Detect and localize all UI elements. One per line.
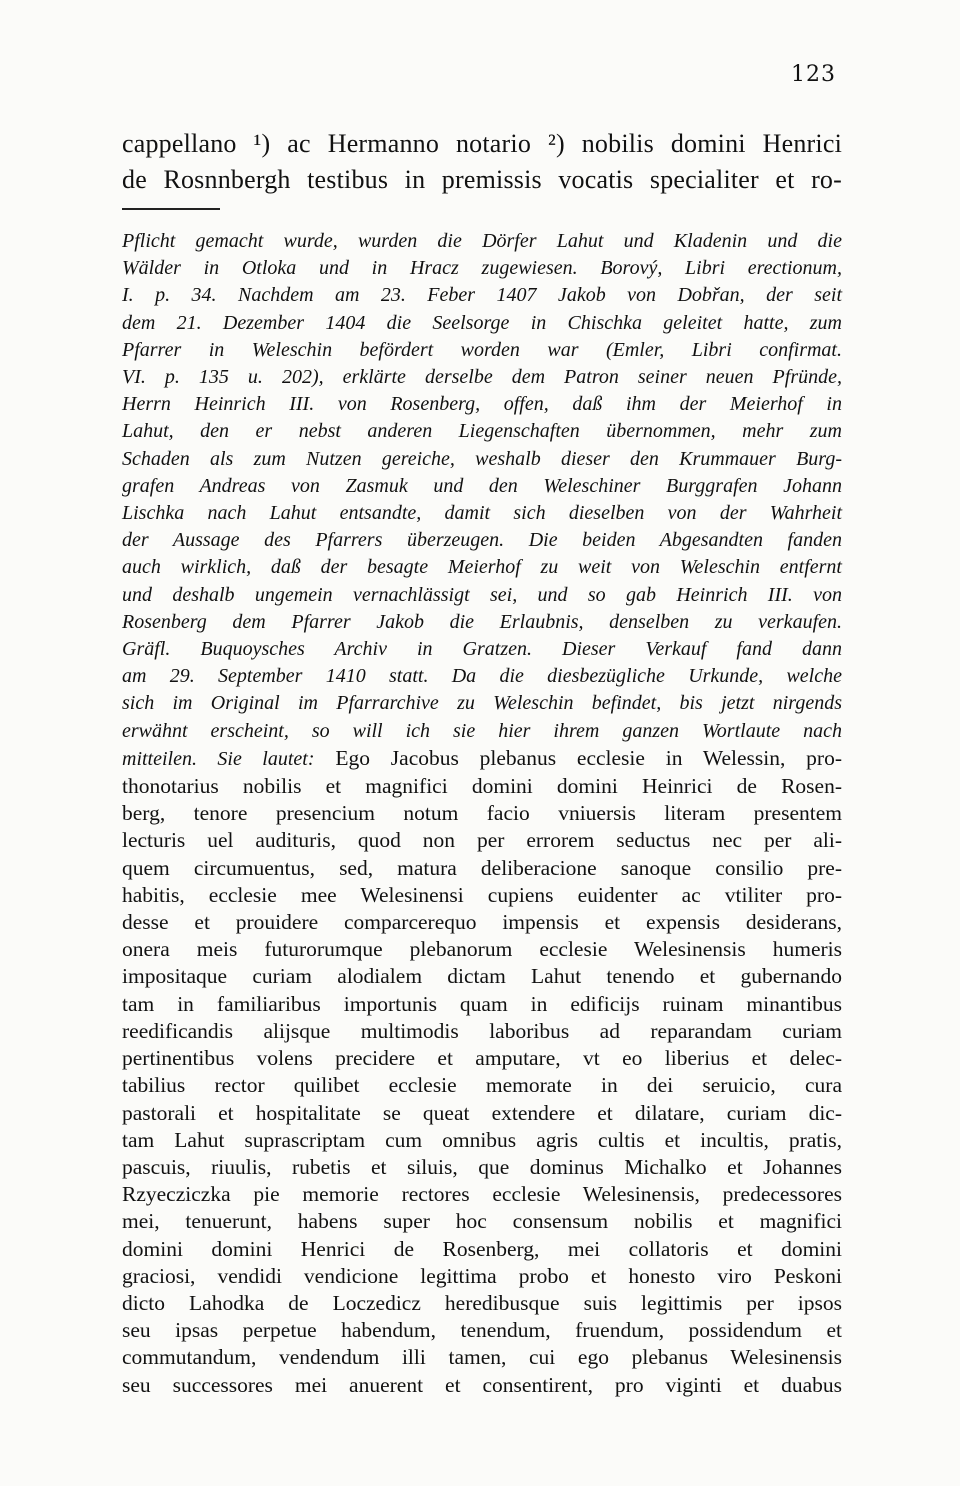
latin-line: dicto Lahodka de Loczedicz heredibusque suis legittimis per ipsos: [122, 1290, 842, 1315]
latin-line: habitis, ecclesie mee Welesinensi cupiens euidenter ac vtiliter pro-: [122, 882, 842, 907]
latin-line: impositaque curiam alodialem dictam Lahut tenendo et gubernando: [122, 964, 842, 989]
footnote-line: erwähnt erscheint, so will ich sie hier ihrem ganzen Wortlaute nach: [122, 719, 842, 742]
footnote-line: grafen Andreas von Zasmuk und den Weleschiner Burggrafen Johann: [122, 474, 842, 497]
latin-line: mei, tenuerunt, habens super hoc consensum nobilis et magnifici: [122, 1209, 842, 1234]
footnote-line: am 29. September 1410 statt. Da die diesbezügliche Urkunde, welche: [122, 665, 842, 688]
german-intro-text: mitteilen. Sie lautet:: [122, 747, 315, 770]
footnote-line: und deshalb ungemein vernachlässigt sei, und so gab Heinrich III. von: [122, 583, 842, 606]
footnote-line: I. p. 34. Nachdem am 23. Feber 1407 Jakob von Dobřan, der seit: [122, 284, 842, 307]
footnote-line: Lahut, den er nebst anderen Liegenschaften übernommen, mehr zum: [122, 420, 842, 443]
latin-line: tabilius rector quilibet ecclesie memorate in dei seruicio, cura: [122, 1073, 842, 1098]
latin-line: berg, tenore presencium notum facio vniuersis literam presentem: [122, 801, 842, 826]
latin-line: pertinentibus volens precidere et amputare, vt eo liberius et delec-: [122, 1046, 842, 1071]
latin-line: commutandum, vendendum illi tamen, cui ego plebanus Welesinensis: [122, 1345, 842, 1370]
footnote-line: VI. p. 135 u. 202), erklärte derselbe dem Patron seiner neuen Pfründe,: [122, 366, 842, 389]
footnote-line: Rosenberg dem Pfarrer Jakob die Erlaubnis, denselben zu verkaufen.: [122, 610, 842, 633]
latin-line: pastorali et hospitalitate se queat extendere et dilatare, curiam dic-: [122, 1100, 842, 1125]
footnote-line: der Aussage des Pfarrers überzeugen. Die beiden Abgesandten fanden: [122, 529, 842, 552]
main-text-continuation: [122, 126, 842, 198]
latin-line: Rzyecziczka pie memorie rectores ecclesie Welesinensis, predecessores: [122, 1182, 842, 1207]
footnote-line: dem 21. Dezember 1404 die Seelsorge in Chischka geleitet hatte, zum: [122, 311, 842, 334]
footnote-line: Gräfl. Buquoysches Archiv in Gratzen. Dieser Verkauf fand dann: [122, 638, 842, 661]
latin-line: seu ipsas perpetue habendum, tenendum, fruendum, possidendum et: [122, 1318, 842, 1343]
latin-line: quem circumuentus, sed, matura deliberacione sanoque consilio pre-: [122, 855, 842, 880]
footnote-line: auch wirklich, daß der besagte Meierhof zu weit von Weleschin entfernt: [122, 556, 842, 579]
latin-line: pascuis, riuulis, rubetis et siluis, que dominus Michalko et Johannes: [122, 1154, 842, 1179]
latin-quote-start: Ego Jacobus plebanus ecclesie in Welessin, pro-: [314, 745, 842, 770]
latin-line: seu successores mei anuerent et consentirent, pro viginti et duabus: [122, 1372, 842, 1397]
latin-line: reedificandis alijsque multimodis laboribus ad reparandam curiam: [122, 1018, 842, 1043]
latin-line: domini domini Henrici de Rosenberg, mei collatoris et domini: [122, 1236, 842, 1261]
latin-line: tam in familiaribus importunis quam in edificijs ruinam minantibus: [122, 991, 842, 1016]
footnote-separator-rule: [122, 208, 220, 210]
latin-line: graciosi, vendidi vendicione legittima probo et honesto viro Peskoni: [122, 1263, 842, 1288]
footnote-line: Pfarrer in Weleschin befördert worden war (Emler, Libri confirmat.: [122, 338, 842, 361]
latin-line: lecturis uel audituris, quod non per errorem seductus nec per ali-: [122, 828, 842, 853]
latin-line: desse et prouidere comparcerequo impensis et expensis desiderans,: [122, 910, 842, 935]
latin-line: tam Lahut suprascriptam cum omnibus agris cultis et incultis, pratis,: [122, 1127, 842, 1152]
text-line: de Rosnnbergh testibus in premissis vocatis specialiter et ro-: [122, 165, 842, 194]
footnote-block: [122, 228, 842, 1399]
footnote-line: Herrn Heinrich III. von Rosenberg, offen, daß ihm der Meierhof in: [122, 393, 842, 416]
footnote-line: Lischka nach Lahut entsandte, damit sich dieselben von der Wahrheit: [122, 502, 842, 525]
footnote-line: Schaden als zum Nutzen gereiche, weshalb dieser den Krummauer Burg-: [122, 447, 842, 470]
footnote-line: sich im Original im Pfarrarchive zu Weleschin befindet, bis jetzt nirgends: [122, 692, 842, 715]
footnote-line-mixed: [122, 745, 842, 773]
latin-line: thonotarius nobilis et magnifici domini domini Heinrici de Rosen-: [122, 774, 842, 799]
footnote-line: Wälder in Otloka und in Hracz zugewiesen. Borový, Libri erectionum,: [122, 257, 842, 280]
page-number: 123: [791, 62, 836, 87]
footnote-line: Pflicht gemacht wurde, wurden die Dörfer Lahut und Kladenin und die: [122, 230, 842, 252]
latin-line: onera meis futurorumque plebanorum ecclesie Welesinensis humeris: [122, 937, 842, 962]
text-line: cappellano ¹) ac Hermanno notario ²) nobilis domini Henrici: [122, 129, 842, 158]
